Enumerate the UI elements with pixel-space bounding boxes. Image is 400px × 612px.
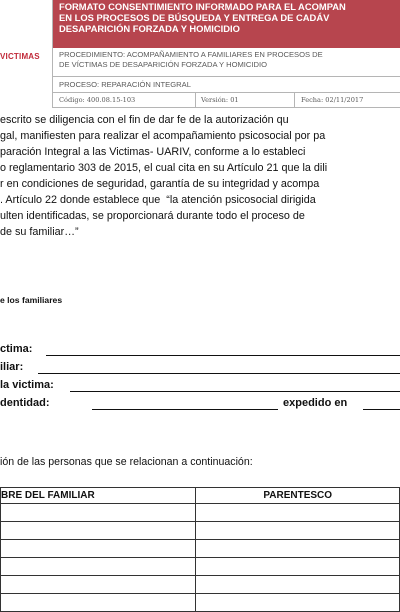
id-field-label: dentidad:	[0, 397, 50, 409]
table-row	[1, 558, 400, 576]
version-divider	[294, 93, 295, 107]
family-name-cell[interactable]	[1, 558, 196, 576]
authorization-text: ión de las personas que se relacionan a continuación:	[0, 456, 253, 468]
relationship-cell[interactable]	[196, 594, 400, 612]
issued-in-label: expedido en	[283, 397, 348, 409]
table-row	[1, 540, 400, 558]
process-text: PROCESO: REPARACIÓN INTEGRAL	[59, 80, 191, 89]
family-name-cell[interactable]	[1, 594, 196, 612]
relationship-cell[interactable]	[196, 522, 400, 540]
procedure-row	[53, 48, 400, 77]
table-row	[1, 576, 400, 594]
family-name-cell[interactable]	[1, 504, 196, 522]
family-name-cell[interactable]	[1, 540, 196, 558]
procedure-text: PROCEDIMIENTO: ACOMPAÑAMIENTO A FAMILIARES EN PROCESOS DE DE VÍCTIMAS DE DESAPARICIÓN FORZADA Y HOMICIDIO	[59, 50, 323, 69]
table-header-row	[1, 488, 400, 504]
family-name-cell[interactable]	[1, 576, 196, 594]
id-field-line[interactable]	[92, 409, 278, 410]
code-divider	[195, 93, 196, 107]
victim-field-label: ctima:	[0, 343, 33, 355]
relative-field-label: iliar:	[0, 361, 24, 373]
relationship-cell[interactable]	[196, 558, 400, 576]
form-title: FORMATO CONSENTIMIENTO INFORMADO PARA EL ACOMPAN EN LOS PROCESOS DE BÚSQUEDA Y ENTREGA DE CADÁV DESAPARICIÓN FORZADA Y HOMICIDIO	[59, 1, 346, 34]
table-row	[1, 504, 400, 522]
table-row	[1, 594, 400, 612]
document-code: Código: 400.08.15-103	[59, 96, 136, 104]
codes-row	[53, 93, 400, 108]
document-header	[0, 0, 400, 108]
form-title-band	[53, 0, 400, 48]
family-table	[0, 487, 400, 612]
document-date: Fecha: 02/11/2017	[301, 96, 364, 104]
family-name-header: BRE DEL FAMILIAR	[1, 488, 196, 504]
document-version: Versión: 01	[201, 96, 239, 104]
relationship-cell[interactable]	[196, 576, 400, 594]
relationship-cell[interactable]	[196, 540, 400, 558]
table-row	[1, 522, 400, 540]
family-name-cell[interactable]	[1, 522, 196, 540]
issued-in-line[interactable]	[363, 409, 400, 410]
process-row	[53, 77, 400, 93]
relationship-cell[interactable]	[196, 504, 400, 522]
victim-relation-field-line[interactable]	[70, 391, 400, 392]
relative-field-line[interactable]	[38, 373, 400, 374]
victim-field-line[interactable]	[46, 355, 400, 356]
victim-relation-field-label: la victima:	[0, 379, 54, 391]
logo-cell	[0, 0, 53, 108]
family-section-heading: e los familiares	[0, 295, 63, 305]
institution-logo: VICTIMAS	[0, 52, 40, 61]
consent-paragraph: escrito se diligencia con el fin de dar fe de la autorización qu gal, manifiesten para realizar el acompañamiento psicosocial por pa paración Integral a las Victimas- UARIV, conforme a lo estableci o reglamentario 303 de 2015, el cual cita en su Artículo 21 que la dili r en condiciones de seguridad, garantía de su integridad y acompa . Artículo 22 donde establece que “la atención psicosocial dirigida ulten identificadas, se proporcionará durante todo el proceso de de su familiar…”	[0, 114, 328, 238]
relationship-header: PARENTESCO	[196, 488, 400, 504]
